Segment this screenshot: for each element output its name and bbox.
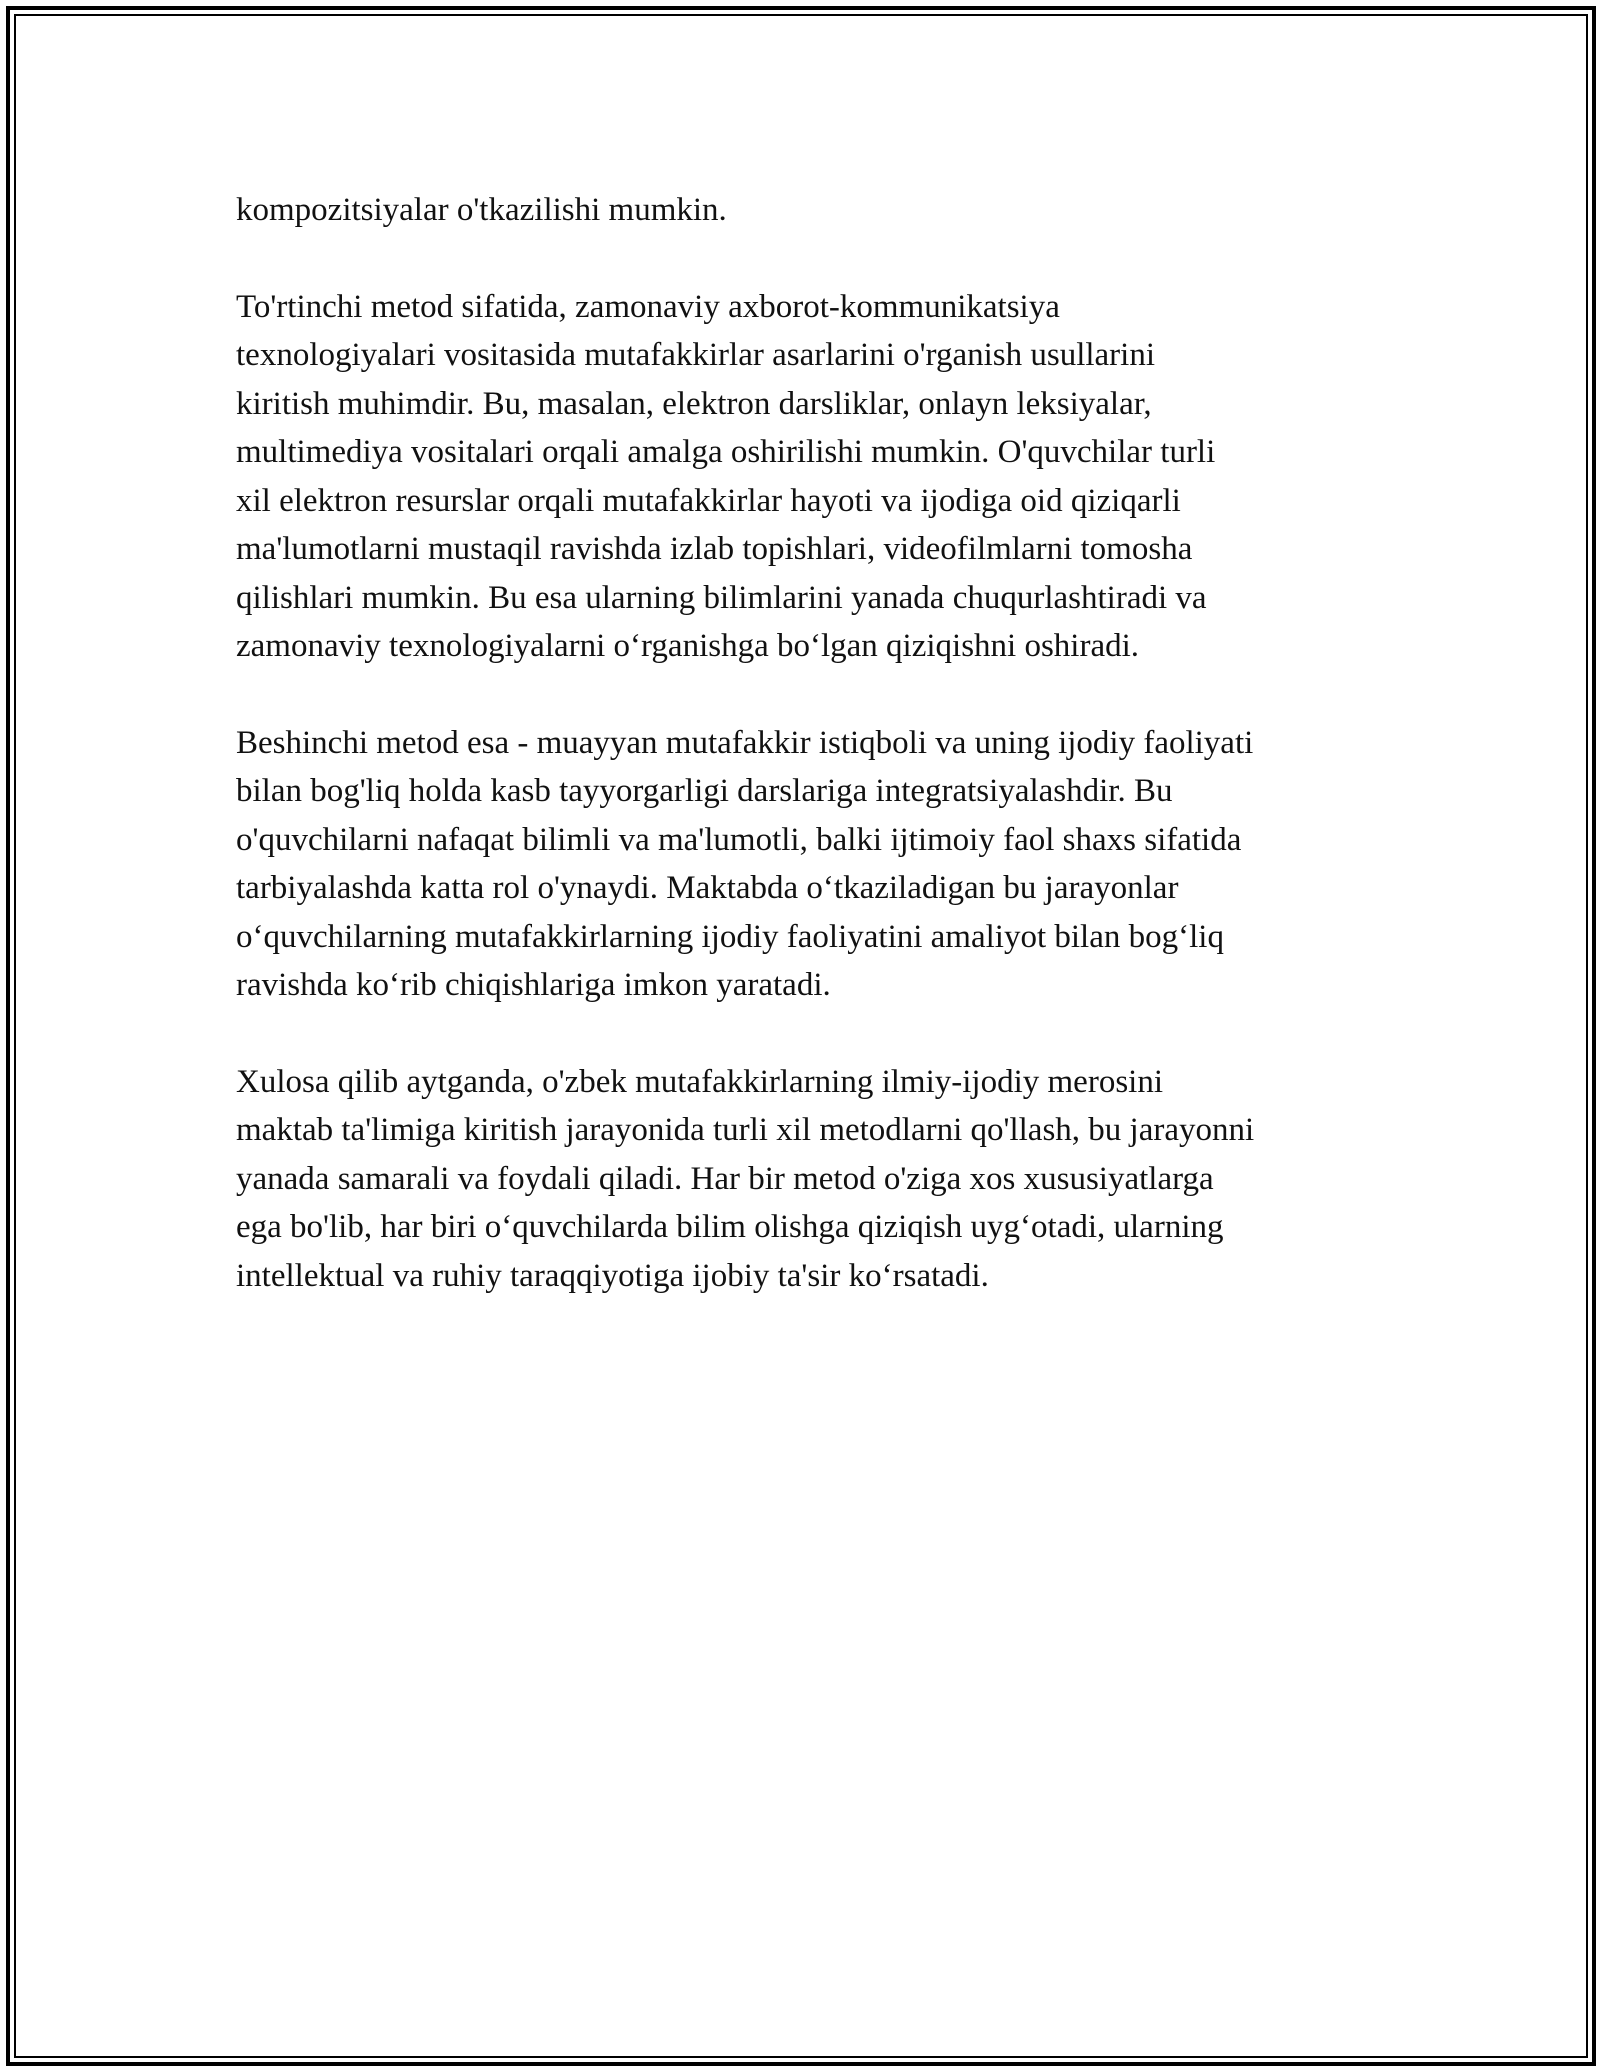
text-line: multimediya vositalari orqali amalga oshirilishi mumkin. O'quvchilar turli: [236, 434, 1216, 470]
text-line: Xulosa qilib aytganda, o'zbek mutafakkirlarning ilmiy-ijodiy merosini: [236, 1063, 1163, 1100]
text-line: o'quvchilarni nafaqat bilimli va ma'lumotli, balki ijtimoiy faol shaxs sifatida: [236, 821, 1242, 858]
text-line: texnologiyalari vositasida mutafakkirlar asarlarini o'rganish usullarini: [236, 337, 1156, 373]
text-line: ega bo'lib, har biri o‘quvchilarda bilim olishga qiziqish uyg‘otadi, ularning: [236, 1209, 1224, 1245]
text-line: zamonaviy texnologiyalarni o‘rganishga bo‘lgan qiziqishni oshiradi.: [236, 628, 1140, 664]
text-line: ma'lumotlarni mustaqil ravishda izlab topishlari, videofilmlarni tomosha: [236, 531, 1193, 567]
text-line: o‘quvchilarning mutafakkirlarning ijodiy faoliyatini amaliyot bilan bog‘liq: [236, 918, 1224, 955]
document-body: [236, 186, 1386, 1300]
text-line: maktab ta'limiga kiritish jarayonida turli xil metodlarni qo'llash, bu jarayonni: [236, 1112, 1255, 1148]
text-line: To'rtinchi metod sifatida, zamonaviy axborot-kommunikatsiya: [236, 288, 1060, 325]
text-line: qilishlari mumkin. Bu esa ularning bilimlarini yanada chuqurlashtiradi va: [236, 579, 1207, 616]
text-line: Beshinchi metod esa - muayyan mutafakkir istiqboli va uning ijodiy faoliyati: [236, 724, 1254, 761]
paragraph-1: [236, 186, 1386, 235]
paragraph-3: [236, 719, 1386, 1010]
text-line: tarbiyalashda katta rol o'ynaydi. Maktabda o‘tkaziladigan bu jarayonlar: [236, 870, 1179, 906]
text-line: bilan bog'liq holda kasb tayyorgarligi darslariga integratsiyalashdir. Bu: [236, 773, 1173, 809]
text-line: kiritish muhimdir. Bu, masalan, elektron darsliklar, onlayn leksiyalar,: [236, 385, 1152, 422]
text-line: yanada samarali va foydali qiladi. Har bir metod o'ziga xos xususiyatlarga: [236, 1160, 1214, 1197]
paragraph-2: [236, 283, 1386, 671]
paragraph-4: [236, 1058, 1386, 1301]
text-line: xil elektron resurslar orqali mutafakkirlar hayoti va ijodiga oid qiziqarli: [236, 482, 1181, 519]
text-line: intellektual va ruhiy taraqqiyotiga ijobiy ta'sir ko‘rsatadi.: [236, 1257, 989, 1294]
text-line: kompozitsiyalar o'tkazilishi mumkin.: [236, 192, 727, 228]
text-line: ravishda ko‘rib chiqishlariga imkon yaratadi.: [236, 967, 831, 1003]
